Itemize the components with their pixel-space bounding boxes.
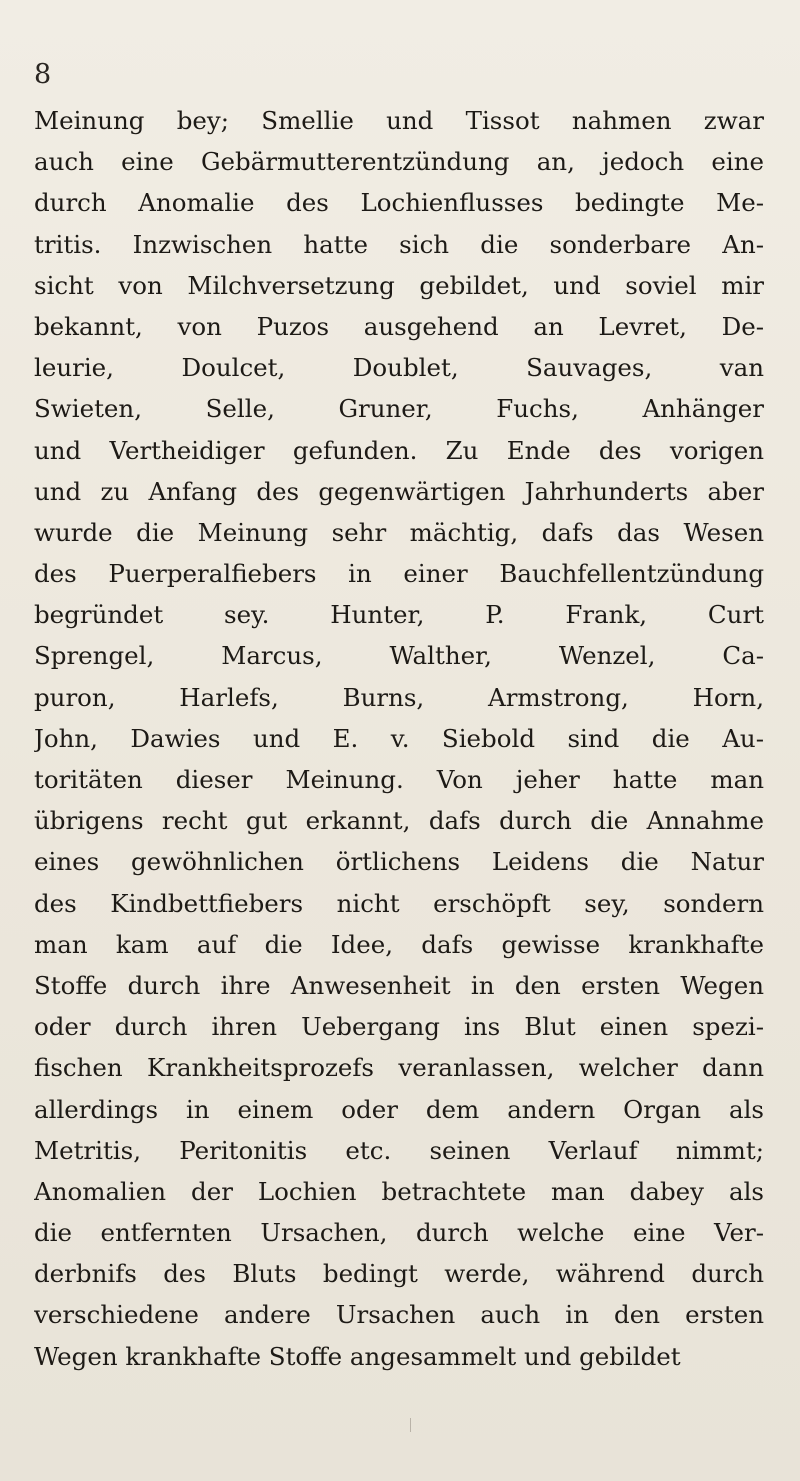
text-line: Anomalien der Lochien betrachtete man dabey als — [34, 1176, 764, 1206]
body-text — [34, 100, 764, 1377]
page-number: 8 — [34, 59, 52, 90]
text-line: tritis. Inzwischen hatte sich die sonderbare An- — [34, 229, 764, 259]
text-line: und Vertheidiger gefunden. Zu Ende des vorigen — [34, 435, 764, 465]
text-line: bekannt, von Puzos ausgehend an Levret, De- — [34, 311, 764, 341]
text-line: wurde die Meinung sehr mächtig, dafs das Wesen — [34, 517, 764, 547]
text-line: sicht von Milchversetzung gebildet, und soviel mir — [34, 270, 764, 300]
text-line: man kam auf die Idee, dafs gewisse krankhafte — [34, 929, 764, 959]
text-line: allerdings in einem oder dem andern Organ als — [34, 1094, 764, 1124]
text-line: begründet sey. Hunter, P. Frank, Curt — [34, 600, 764, 630]
bleed-through-mark — [410, 1418, 411, 1432]
text-line: Meinung bey; Smellie und Tissot nahmen zwar — [34, 106, 764, 135]
text-line: John, Dawies und E. v. Siebold sind die Au- — [34, 723, 764, 753]
text-line: fischen Krankheitsprozefs veranlassen, welcher dann — [34, 1053, 764, 1083]
text-line: die entfernten Ursachen, durch welche eine Ver- — [34, 1218, 764, 1248]
text-line: des Kindbettfiebers nicht erschöpft sey, sondern — [34, 888, 764, 918]
text-line: oder durch ihren Uebergang ins Blut einen spezi- — [34, 1012, 764, 1042]
text-line: des Puerperalfiebers in einer Bauchfellentzündung — [34, 559, 764, 589]
text-line: Wegen krankhafte Stoffe angesammelt und gebildet — [34, 1341, 681, 1371]
text-line: Sprengel, Marcus, Walther, Wenzel, Ca- — [34, 641, 764, 671]
text-line: Metritis, Peritonitis etc. seinen Verlauf nimmt; — [34, 1135, 764, 1165]
text-line: übrigens recht gut erkannt, dafs durch die Annahme — [34, 806, 764, 836]
text-line: verschiedene andere Ursachen auch in den ersten — [34, 1300, 764, 1330]
text-line: Swieten, Selle, Gruner, Fuchs, Anhänger — [34, 394, 764, 424]
text-line: leurie, Doulcet, Doublet, Sauvages, van — [34, 353, 764, 383]
text-line: und zu Anfang des gegenwärtigen Jahrhunderts aber — [34, 476, 764, 506]
text-line: toritäten dieser Meinung. Von jeher hatte man — [34, 765, 764, 794]
text-line: durch Anomalie des Lochienflusses bedingte Me- — [34, 188, 764, 218]
text-line: eines gewöhnlichen örtlichens Leidens die Natur — [34, 847, 764, 877]
text-line: derbnifs des Bluts bedingt werde, während durch — [34, 1259, 764, 1289]
text-line: auch eine Gebärmutterentzündung an, jedoch eine — [34, 147, 764, 177]
text-line: Stoffe durch ihre Anwesenheit in den ersten Wegen — [34, 970, 764, 1000]
text-line: puron, Harlefs, Burns, Armstrong, Horn, — [34, 682, 764, 712]
